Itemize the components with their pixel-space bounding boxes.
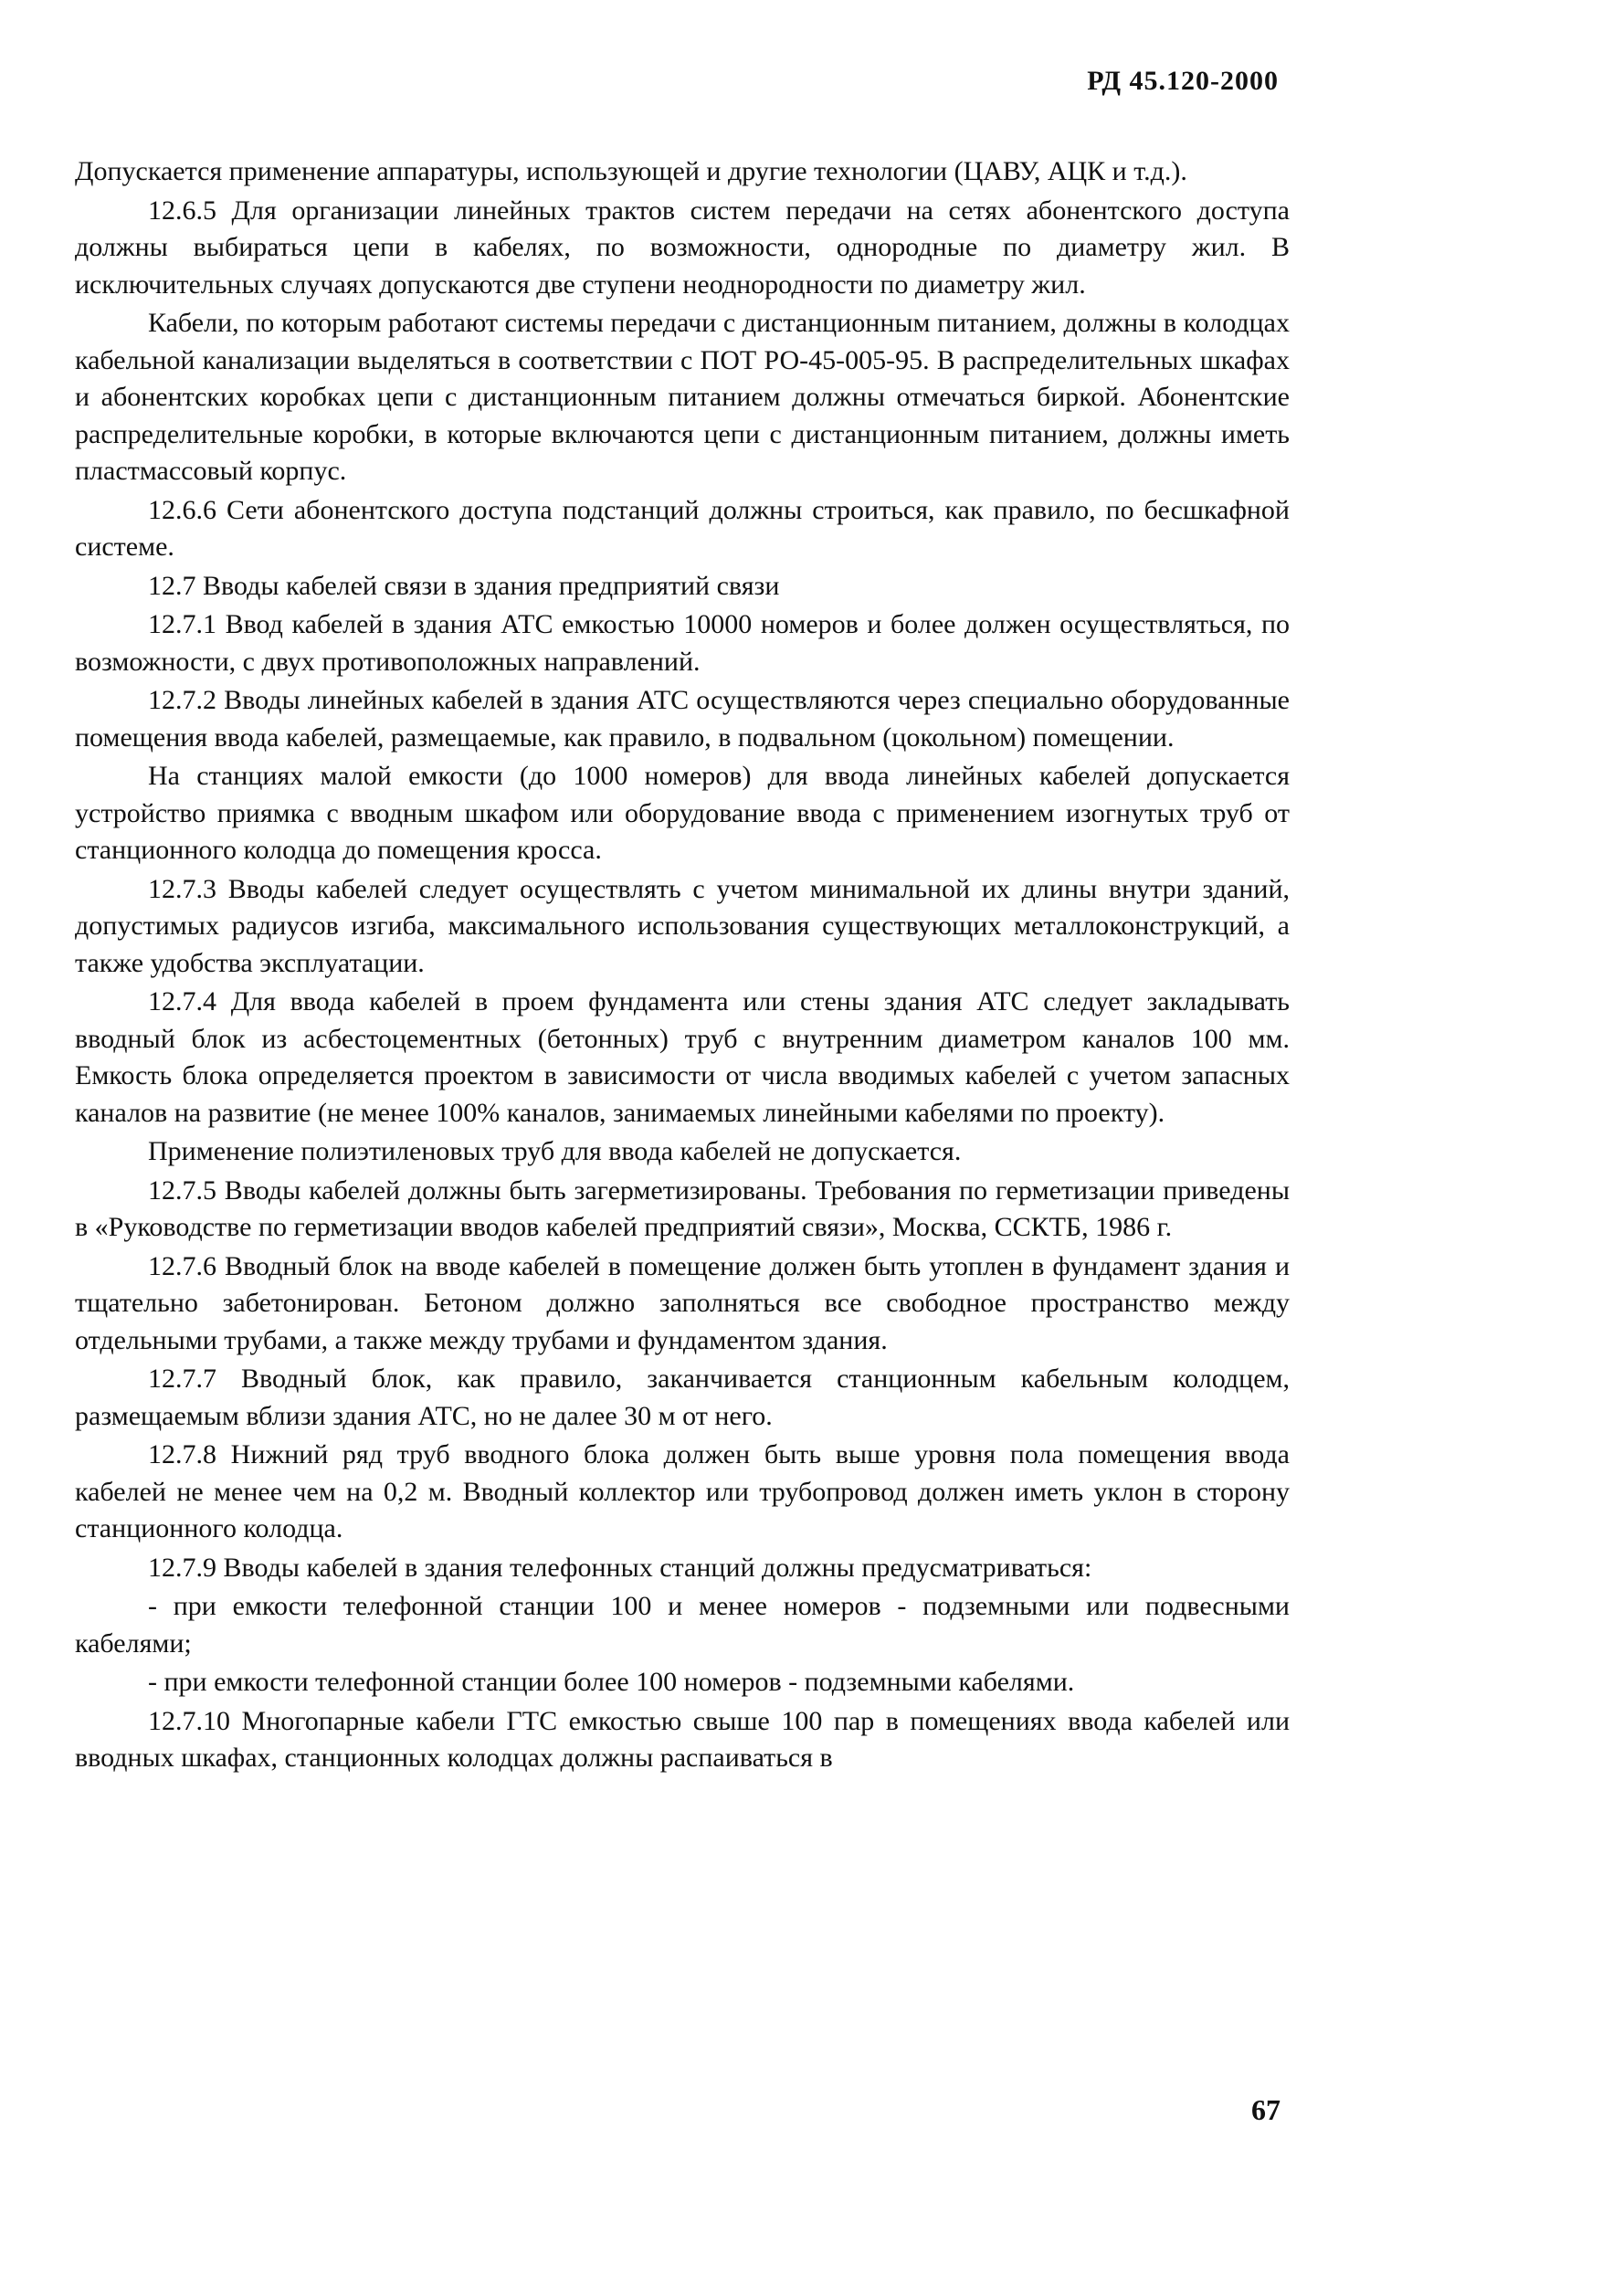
paragraph-12-7-7: 12.7.7 Вводный блок, как правило, заканчивается станционным кабельным колодцем, размещаемым вблизи здания АТС, но не далее 30 м от него. (75, 1364, 1290, 1431)
list-item-large-capacity: - при емкости телефонной станции более 100 номеров - подземными кабелями. (148, 1667, 1075, 1697)
document-code-header: РД 45.120-2000 (1087, 66, 1279, 96)
paragraph-polyethylene-pipes: Применение полиэтиленовых труб для ввода кабелей не допускается. (148, 1136, 962, 1166)
paragraph-12-7-3: 12.7.3 Вводы кабелей следует осуществлять с учетом минимальной их длины внутри зданий, допустимых радиусов изгиба, максимального использования существующих металлоконструкций, а также удобства эксплуатации. (75, 873, 1290, 978)
paragraph-12-7-6: 12.7.6 Вводный блок на вводе кабелей в помещение должен быть утоплен в фундамент здания и тщательно забетонирован. Бетоном должно заполняться все свободное пространство между отдельными трубами, а также между трубами и фундаментом здания. (75, 1250, 1290, 1355)
section-heading-12-7: 12.7 Вводы кабелей связи в здания предприятий связи (148, 570, 780, 601)
paragraph-12-6-6: 12.6.6 Сети абонентского доступа подстанций должны строиться, как правило, по бесшкафной системе. (75, 494, 1290, 562)
page-body (75, 153, 1290, 1779)
paragraph-12-7-5: 12.7.5 Вводы кабелей должны быть загерметизированы. Требования по герметизации приведены в «Руководстве по герметизации вводов кабелей предприятий связи», Москва, ССКТБ, 1986 г. (75, 1174, 1290, 1242)
paragraph-12-6-5: 12.6.5 Для организации линейных трактов систем передачи на сетях абонентского доступа должны выбираться цепи в кабелях, по возможности, однородные по диаметру жил. В исключительных случаях допускаются две ступени неоднородности по диаметру жил. (75, 195, 1290, 300)
paragraph-12-7-4: 12.7.4 Для ввода кабелей в проем фундамента или стены здания АТС следует закладывать вводный блок из асбестоцементных (бетонных) труб с внутренним диаметром каналов 100 мм. Емкость блока определяется проектом в зависимости от числа вводимых кабелей с учетом запасных каналов на развитие (не менее 100% каналов, занимаемых линейными кабелями по проекту). (75, 986, 1290, 1128)
paragraph-remote-power-cables: Кабели, по которым работают системы передачи с дистанционным питанием, должны в колодцах кабельной канализации выделяться в соответствии с ПОТ РО-45-005-95. В распределительных шкафах и абонентских коробках цепи с дистанционным питанием должны отмечаться биркой. Абонентские распределительные коробки, в которые включаются цепи с дистанционным питанием, должны иметь пластмассовый корпус. (75, 308, 1290, 486)
paragraph-technologies: Допускается применение аппаратуры, использующей и другие технологии (ЦАВУ, АЦК и т.д.). (75, 156, 1187, 186)
paragraph-12-7-1: 12.7.1 Ввод кабелей в здания АТС емкостью 10000 номеров и более должен осуществляться, по возможности, с двух противоположных направлений. (75, 609, 1290, 677)
paragraph-small-stations: На станциях малой емкости (до 1000 номеров) для ввода линейных кабелей допускается устройство приямка с вводным шкафом или оборудование ввода с применением изогнутых труб от станционного колодца до помещения кросса. (75, 761, 1290, 865)
paragraph-12-7-10: 12.7.10 Многопарные кабели ГТС емкостью свыше 100 пар в помещениях ввода кабелей или вводных шкафах, станционных колодцах должны распаиваться в (75, 1705, 1290, 1773)
page-number: 67 (1251, 2093, 1281, 2126)
paragraph-12-7-9: 12.7.9 Вводы кабелей в здания телефонных станций должны предусматриваться: (148, 1552, 1092, 1583)
paragraph-12-7-8: 12.7.8 Нижний ряд труб вводного блока должен быть выше уровня пола помещения ввода кабелей не менее чем на 0,2 м. Вводный коллектор или трубопровод должен иметь уклон в сторону станционного колодца. (75, 1439, 1290, 1543)
list-item-small-capacity: - при емкости телефонной станции 100 и менее номеров - подземными или подвесными кабелями; (75, 1591, 1290, 1659)
paragraph-12-7-2: 12.7.2 Вводы линейных кабелей в здания АТС осуществляются через специально оборудованные помещения ввода кабелей, размещаемые, как правило, в подвальном (цокольном) помещении. (75, 685, 1290, 753)
